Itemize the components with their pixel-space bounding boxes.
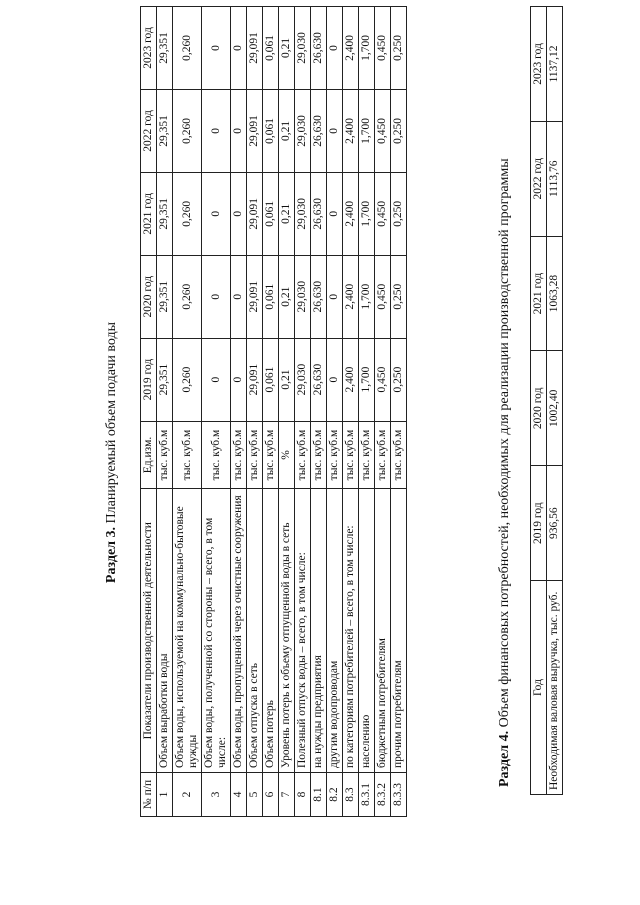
row-unit: тыс. куб.м <box>173 421 202 489</box>
row-unit: тыс. куб.м <box>359 421 375 489</box>
row-unit: тыс. куб.м <box>247 421 263 489</box>
table-row <box>202 7 231 817</box>
row-value: 0,21 <box>279 255 295 338</box>
row-value: 0 <box>202 7 231 90</box>
header-year: 2019 год <box>141 338 157 421</box>
revenue-label: Необходимая валовая выручка, тыс. руб. <box>547 581 563 795</box>
row-value: 0,450 <box>375 89 391 172</box>
row-value: 0,061 <box>263 89 279 172</box>
row-value: 0,260 <box>173 7 202 90</box>
section-3-label: Раздел 3. <box>104 526 119 584</box>
row-indicator: Объем выработки воды <box>157 489 173 773</box>
section-3-title: Планируемый объем подачи воды <box>104 321 119 524</box>
row-value: 2,400 <box>343 7 359 90</box>
row-value: 0 <box>202 338 231 421</box>
row-indicator: Полезный отпуск воды – всего, в том числе: <box>295 489 311 773</box>
row-value: 0 <box>327 89 343 172</box>
table-row <box>343 7 359 817</box>
row-value: 0,450 <box>375 7 391 90</box>
row-value: 26,630 <box>311 89 327 172</box>
row-indicator: Объем потерь <box>263 489 279 773</box>
row-value: 0 <box>327 338 343 421</box>
table-row <box>247 7 263 817</box>
section-3-heading <box>104 0 120 905</box>
header-num: № п/п <box>141 773 157 817</box>
row-value: 29,091 <box>247 338 263 421</box>
water-supply-table <box>140 6 407 817</box>
revenue-value: 1113,76 <box>547 121 563 236</box>
row-unit: тыс. куб.м <box>311 421 327 489</box>
row-value: 0,250 <box>391 7 407 90</box>
row-value: 0,260 <box>173 255 202 338</box>
row-unit: тыс. куб.м <box>202 421 231 489</box>
row-value: 0,21 <box>279 89 295 172</box>
row-value: 0 <box>327 172 343 255</box>
row-num: 8.1 <box>311 773 327 817</box>
header-year: 2019 год <box>531 466 547 581</box>
row-value: 26,630 <box>311 7 327 90</box>
table-row <box>311 7 327 817</box>
row-unit: тыс. куб.м <box>263 421 279 489</box>
table-row <box>327 7 343 817</box>
row-value: 1,700 <box>359 255 375 338</box>
financial-needs-table <box>530 6 563 795</box>
row-indicator: Объем воды, пропущенной через очистные сооружения <box>231 489 247 773</box>
row-num: 8 <box>295 773 311 817</box>
row-indicator: Уровень потерь к объему отпущенной воды в сеть <box>279 489 295 773</box>
row-num: 8.3 <box>343 773 359 817</box>
row-value: 0,260 <box>173 172 202 255</box>
row-indicator: населению <box>359 489 375 773</box>
row-value: 26,630 <box>311 338 327 421</box>
header-year: 2023 год <box>531 7 547 122</box>
row-value: 0,061 <box>263 255 279 338</box>
header-unit: Ед.изм. <box>141 421 157 489</box>
row-indicator: Объем воды, используемой на коммунально-бытовые нужды <box>173 489 202 773</box>
row-value: 29,091 <box>247 255 263 338</box>
row-unit: тыс. куб.м <box>295 421 311 489</box>
row-value: 29,351 <box>157 338 173 421</box>
table-row <box>295 7 311 817</box>
row-value: 29,030 <box>295 89 311 172</box>
row-num: 8.3.3 <box>391 773 407 817</box>
row-value: 26,630 <box>311 172 327 255</box>
row-value: 1,700 <box>359 172 375 255</box>
row-value: 0,21 <box>279 338 295 421</box>
row-value: 0 <box>231 338 247 421</box>
row-value: 0,21 <box>279 172 295 255</box>
row-num: 8.3.2 <box>375 773 391 817</box>
row-value: 0 <box>202 172 231 255</box>
row-value: 29,030 <box>295 338 311 421</box>
row-num: 2 <box>173 773 202 817</box>
row-indicator: на нужды предприятия <box>311 489 327 773</box>
revenue-value: 1002,40 <box>547 351 563 466</box>
row-value: 0 <box>231 7 247 90</box>
row-value: 29,351 <box>157 255 173 338</box>
row-value: 0,260 <box>173 89 202 172</box>
table-row <box>359 7 375 817</box>
row-num: 5 <box>247 773 263 817</box>
revenue-value: 936,56 <box>547 466 563 581</box>
row-value: 29,351 <box>157 7 173 90</box>
table-row <box>157 7 173 817</box>
row-indicator: по категориям потребителей – всего, в том числе: <box>343 489 359 773</box>
row-num: 7 <box>279 773 295 817</box>
row-value: 0,450 <box>375 255 391 338</box>
row-value: 29,351 <box>157 172 173 255</box>
row-value: 29,091 <box>247 89 263 172</box>
row-num: 8.2 <box>327 773 343 817</box>
revenue-value: 1063,28 <box>547 236 563 351</box>
row-indicator: Объем воды, полученной со стороны – всего, в том числе: <box>202 489 231 773</box>
section-4-title: Объем финансовых потребностей, необходимых для реализации производственной программы <box>497 158 512 728</box>
row-indicator: Объем отпуска в сеть <box>247 489 263 773</box>
table-row <box>173 7 202 817</box>
table-row <box>279 7 295 817</box>
row-num: 8.3.1 <box>359 773 375 817</box>
row-unit: % <box>279 421 295 489</box>
section-4-heading <box>497 158 513 787</box>
row-num: 3 <box>202 773 231 817</box>
row-value: 29,030 <box>295 7 311 90</box>
row-value: 0,250 <box>391 89 407 172</box>
header-indicator: Показатели производственной деятельности <box>141 489 157 773</box>
row-value: 26,630 <box>311 255 327 338</box>
row-value: 2,400 <box>343 255 359 338</box>
header-year: 2023 год <box>141 7 157 90</box>
header-year: 2022 год <box>141 89 157 172</box>
row-value: 29,091 <box>247 7 263 90</box>
header-year: 2021 год <box>141 172 157 255</box>
row-value: 0,250 <box>391 338 407 421</box>
row-value: 1,700 <box>359 338 375 421</box>
table-row <box>547 7 563 795</box>
row-value: 0 <box>231 255 247 338</box>
row-value: 2,400 <box>343 172 359 255</box>
row-value: 0,250 <box>391 172 407 255</box>
header-year-label: Год <box>531 581 547 795</box>
table-row <box>263 7 279 817</box>
row-value: 1,700 <box>359 7 375 90</box>
row-value: 0,450 <box>375 338 391 421</box>
row-value: 0 <box>231 89 247 172</box>
table-row <box>231 7 247 817</box>
row-unit: тыс. куб.м <box>231 421 247 489</box>
table-header-row <box>531 7 547 795</box>
row-unit: тыс. куб.м <box>391 421 407 489</box>
row-value: 0,21 <box>279 7 295 90</box>
row-value: 0,250 <box>391 255 407 338</box>
row-value: 29,030 <box>295 172 311 255</box>
row-value: 29,091 <box>247 172 263 255</box>
row-value: 0,450 <box>375 172 391 255</box>
header-year: 2020 год <box>141 255 157 338</box>
row-value: 0 <box>202 89 231 172</box>
row-value: 0,061 <box>263 338 279 421</box>
revenue-value: 1137,12 <box>547 7 563 122</box>
row-num: 1 <box>157 773 173 817</box>
header-year: 2021 год <box>531 236 547 351</box>
row-value: 0 <box>327 7 343 90</box>
table-header-row <box>141 7 157 817</box>
row-unit: тыс. куб.м <box>327 421 343 489</box>
row-unit: тыс. куб.м <box>375 421 391 489</box>
row-num: 4 <box>231 773 247 817</box>
header-year: 2022 год <box>531 121 547 236</box>
table-row <box>375 7 391 817</box>
row-value: 0 <box>231 172 247 255</box>
row-value: 0,260 <box>173 338 202 421</box>
row-value: 2,400 <box>343 338 359 421</box>
row-value: 2,400 <box>343 89 359 172</box>
row-indicator: другим водопроводам <box>327 489 343 773</box>
table-row <box>391 7 407 817</box>
row-unit: тыс. куб.м <box>157 421 173 489</box>
row-value: 1,700 <box>359 89 375 172</box>
section-4-label: Раздел 4. <box>497 730 512 787</box>
row-value: 0 <box>202 255 231 338</box>
header-year: 2020 год <box>531 351 547 466</box>
row-value: 29,030 <box>295 255 311 338</box>
row-value: 0 <box>327 255 343 338</box>
row-value: 0,061 <box>263 7 279 90</box>
row-indicator: прочим потребителям <box>391 489 407 773</box>
row-value: 29,351 <box>157 89 173 172</box>
row-value: 0,061 <box>263 172 279 255</box>
row-num: 6 <box>263 773 279 817</box>
row-unit: тыс. куб.м <box>343 421 359 489</box>
row-indicator: бюджетным потребителям <box>375 489 391 773</box>
